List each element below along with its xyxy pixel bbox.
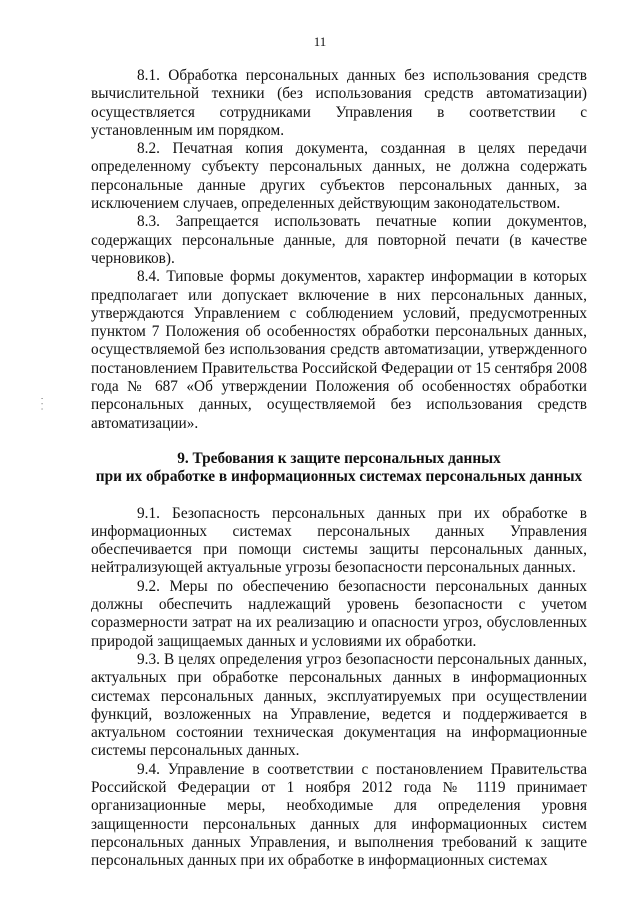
section-9-heading xyxy=(91,450,587,487)
section-9-heading-line1: 9. Требования к защите персональных данных xyxy=(177,449,501,467)
paragraph-8-3: 8.3. Запрещается использовать печатные копии документов, содержащих персональные данные, для повторной печати (в качестве черновиков). xyxy=(91,213,587,267)
margin-mark: · · · xyxy=(37,397,47,411)
paragraph-9-3: 9.3. В целях определения угроз безопасности персональных данных, актуальных при обработке персональных данных в информационных системах персональных данных, эксплуатируемых при осуществлении функций, возложенных на Управление, ведется и поддерживается в актуальном состоянии техническая документация на информационные системы персональных данных. xyxy=(91,650,587,760)
paragraph-9-1: 9.1. Безопасность персональных данных при их обработке в информационных системах персональных данных Управления обеспечивается при помощи системы защиты персональных данных, нейтрализующей актуальные угрозы безопасности персональных данных. xyxy=(91,504,587,577)
page-number: 11 xyxy=(313,34,327,49)
paragraph-9-2: 9.2. Меры по обеспечению безопасности персональных данных должны обеспечить надлежащий уровень безопасности с учетом соразмерности затрат на их реализацию и опасности угроз, обусловленных природой защищаемых данных и условиями их обработки. xyxy=(91,577,587,650)
paragraph-8-4: 8.4. Типовые формы документов, характер информации в которых предполагает или допускает включение в них персональных данных, утверждаются Управлением с соблюдением условий, предусмотренных пунктом 7 Положения об особенностях обработки персональных данных, осуществляемой без использования средств автоматизации, утвержденного постановлением Правительства Российской Федерации от 15 сентября 2008 года № 687 «Об утверждении Положения об особенностях обработки персональных данных, осуществляемой без использования средств автоматизации». xyxy=(91,268,587,432)
section-9-heading-line2: при их обработке в информационных системах персональных данных xyxy=(95,468,583,486)
paragraph-8-1: 8.1. Обработка персональных данных без использования средств вычислительной техники (без использования средств автоматизации) осуществляется сотрудниками Управления в соответствии с установленным им порядком. xyxy=(91,67,587,139)
document-body xyxy=(91,67,587,870)
paragraph-9-4: 9.4. Управление в соответствии с постановлением Правительства Российской Федерации от 1 ноября 2012 года № 1119 принимает организационные меры, необходимые для определения уровня защищенности персональных данных для информационных систем персональных данных Управления, и выполнения требований к защите персональных данных при их обработке в информационных системах xyxy=(91,760,587,870)
paragraph-8-2: 8.2. Печатная копия документа, созданная в целях передачи определенному субъекту персональных данных, не должна содержать персональные данные других субъектов персональных данных, за исключением случаев, определенных действующим законодательством. xyxy=(91,140,587,213)
